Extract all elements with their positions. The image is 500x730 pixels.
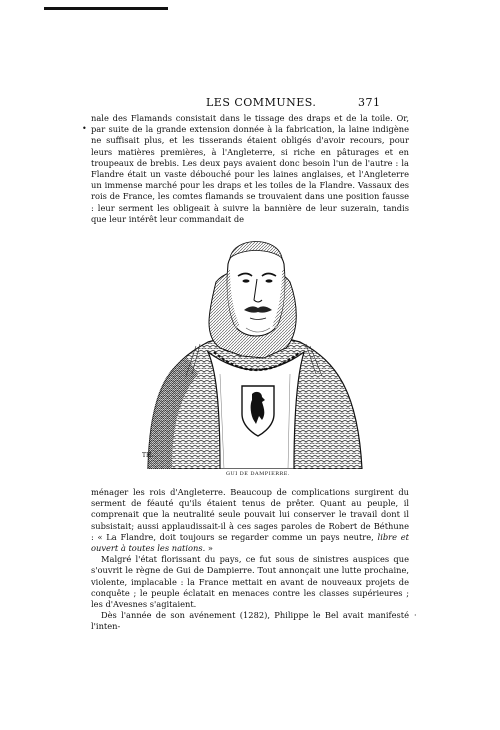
- artist-signature: TH.: [142, 452, 154, 459]
- paragraph-1-main: ménager les rois d'Angleterre. Beaucoup de complications surgirent du serment de féauté qu'ils étaient tenus de prêter. Quant au peuple, il comprenait que la neutralité seule pouvait lui conserver le travail dont il subsistait; aussi applaudissait-il à ces sages paroles de Robert de Béthune : « La Flandre, doit toujours se regarder comme un pays neutre,: [91, 487, 409, 542]
- paragraph-1-end: »: [205, 543, 213, 554]
- margin-mark-left: •: [82, 124, 87, 133]
- page-number: 371: [358, 96, 381, 109]
- paragraph-2: Malgré l'état florissant du pays, ce fut sous de sinistres auspices que s'ouvrit le règne de Gui de Dampierre. Tout annonçait une lutte prochaine, violente, implacable : la France mettait en avant de nouveaux projets de conquête ; le peuple éclatait en menaces contre les classes supérieures ; les d'Avesnes s'agitaient.: [91, 554, 409, 610]
- figure-caption: GUI DE DAMPIERRE.: [226, 471, 291, 477]
- margin-mark-right: ·: [414, 611, 417, 620]
- running-header: [0, 96, 500, 110]
- text-block-bottom: [91, 487, 409, 633]
- running-title: LES COMMUNES.: [206, 96, 317, 109]
- paragraph-1-quote: libre et ouvert à toutes les nations.: [91, 531, 409, 554]
- paragraph-1: [91, 487, 409, 554]
- top-rule: [44, 7, 168, 10]
- paragraph-3: Dès l'année de son avénement (1282), Philippe le Bel avait manifesté l'inten-: [91, 610, 409, 632]
- text-block-top: [91, 113, 409, 225]
- portrait-illustration: [138, 224, 368, 469]
- paragraph-top: nale des Flamands consistait dans le tissage des draps et de la toile. Or, par suite de la grande extension donnée à la fabrication, la laine indigène ne suffisait plus, et les tisserands étaient obligés d'avoir recours, pour leurs matières premières, à l'Angleterre, si riche en pâturages et en troupeaux de brebis. Les deux pays avaient donc besoin l'un de l'autre : la Flandre était un vaste débouché pour les laines anglaises, et l'Angleterre un immense marché pour les draps et les toiles de la Flandre. Vassaux des rois de France, les comtes flamands se trouvaient dans une position fausse : leur serment les obligeait à suivre la bannière de leur suzerain, tandis que leur intérêt leur commandait de: [91, 113, 409, 224]
